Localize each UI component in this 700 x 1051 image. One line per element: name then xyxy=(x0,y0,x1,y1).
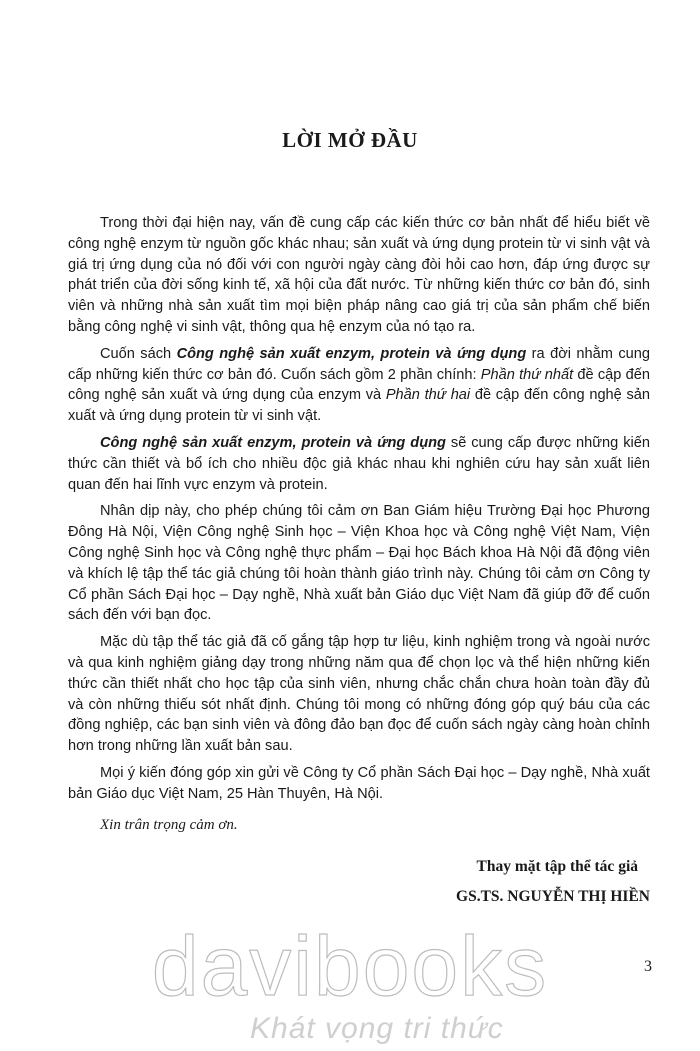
book-title-emphasis: Công nghệ sản xuất enzym, protein và ứng dụng xyxy=(176,345,527,362)
paragraph-2-text-c: ra đời nhằm cung cấp những kiến thức cơ bản đó. Cuốn sách gồm 2 phần chính: xyxy=(68,345,650,383)
part-two-emphasis: Phần thứ hai xyxy=(385,387,471,404)
page-number: 3 xyxy=(644,958,652,975)
paragraph-3-text-b: sẽ cung cấp được những kiến thức cần thiết và bổ ích cho nhiều độc giả khác nhau khi nghiên cứu hay sản xuất liên quan đến hai lĩnh vực enzym và protein. xyxy=(68,434,650,493)
watermark-brand: davibooks xyxy=(151,919,549,1013)
signature-author: GS.TS. NGUYỄN THỊ HIỀN xyxy=(456,888,650,905)
paragraph-2-text-a: Cuốn sách xyxy=(100,345,177,362)
signature-role: Thay mặt tập thể tác giả xyxy=(476,858,638,875)
paragraph-6: Mọi ý kiến đóng góp xin gửi về Công ty Cổ phần Sách Đại học – Dạy nghề, Nhà xuất bản Giáo dục Việt Nam, 25 Hàn Thuyên, Hà Nội. xyxy=(68,764,650,802)
paragraph-1: Trong thời đại hiện nay, vấn đề cung cấp các kiến thức cơ bản nhất để hiểu biết về công nghệ enzym từ nguồn gốc khác nhau; sản xuất và ứng dụng protein từ vi sinh vật và giá trị ứng dụng của nó đối với con người ngày càng đòi hỏi cao hơn, đáp ứng được sự phát triển của đời sống kinh tế, xã hội của đất nước. Từ những kiến thức cơ bản đó, sinh viên và những nhà sản xuất tìm mọi biện pháp nâng cao giá trị của sản phẩm chế biến bằng công nghệ vi sinh vật, thông qua hệ enzym của nó tạo ra. xyxy=(68,215,650,335)
paragraph-4: Nhân dịp này, cho phép chúng tôi cảm ơn Ban Giám hiệu Trường Đại học Phương Đông Hà Nội, Viện Công nghệ Sinh học – Viện Khoa học và Công nghệ Việt Nam, Viện Công nghệ Sinh học và Công nghệ thực phẩm – Đại học Bách khoa Hà Nội đã động viên và khích lệ tập thể tác giả chúng tôi hoàn thành giáo trình này. Chúng tôi cảm ơn Công ty Cổ phần Sách Đại học – Dạy nghề, Nhà xuất bản Giáo dục Việt Nam đã giúp đỡ để cuốn sách đến với bạn đọc. xyxy=(68,503,650,624)
part-one-emphasis: Phần thứ nhất xyxy=(480,366,574,383)
paragraph-2 xyxy=(68,344,650,427)
paragraph-3 xyxy=(68,433,650,495)
paragraph-5: Mặc dù tập thể tác giả đã cố gắng tập hợp tư liệu, kinh nghiệm trong và ngoài nước và qua kinh nghiệm giảng dạy trong những năm qua để chọn lọc và thể hiện những kiến thức cần thiết nhất cho học tập của sinh viên, nhưng chắc chắn chưa hoàn toàn đầy đủ và còn những thiếu sót nhất định. Chúng tôi mong có những đóng góp quý báu của các đồng nghiệp, các bạn sinh viên và đông đảo bạn đọc để cuốn sách ngày càng hoàn chỉnh hơn trong những lần xuất bản sau. xyxy=(68,634,650,755)
closing-thanks: Xin trân trọng cảm ơn. xyxy=(100,816,238,833)
book-title-emphasis-2: Công nghệ sản xuất enzym, protein và ứng dụng xyxy=(100,434,446,451)
preface-body xyxy=(68,213,650,841)
paragraph-2-text-e: đề cập đến công nghệ sản xuất và ứng dụng của enzym và xyxy=(68,366,650,404)
paragraph-2-text-g: đề cập đến công nghệ sản xuất và ứng dụng protein từ vi sinh vật. xyxy=(68,387,650,425)
watermark-tagline: Khát vọng tri thức xyxy=(250,1012,504,1045)
page-title: LỜI MỞ ĐẦU xyxy=(282,128,418,152)
